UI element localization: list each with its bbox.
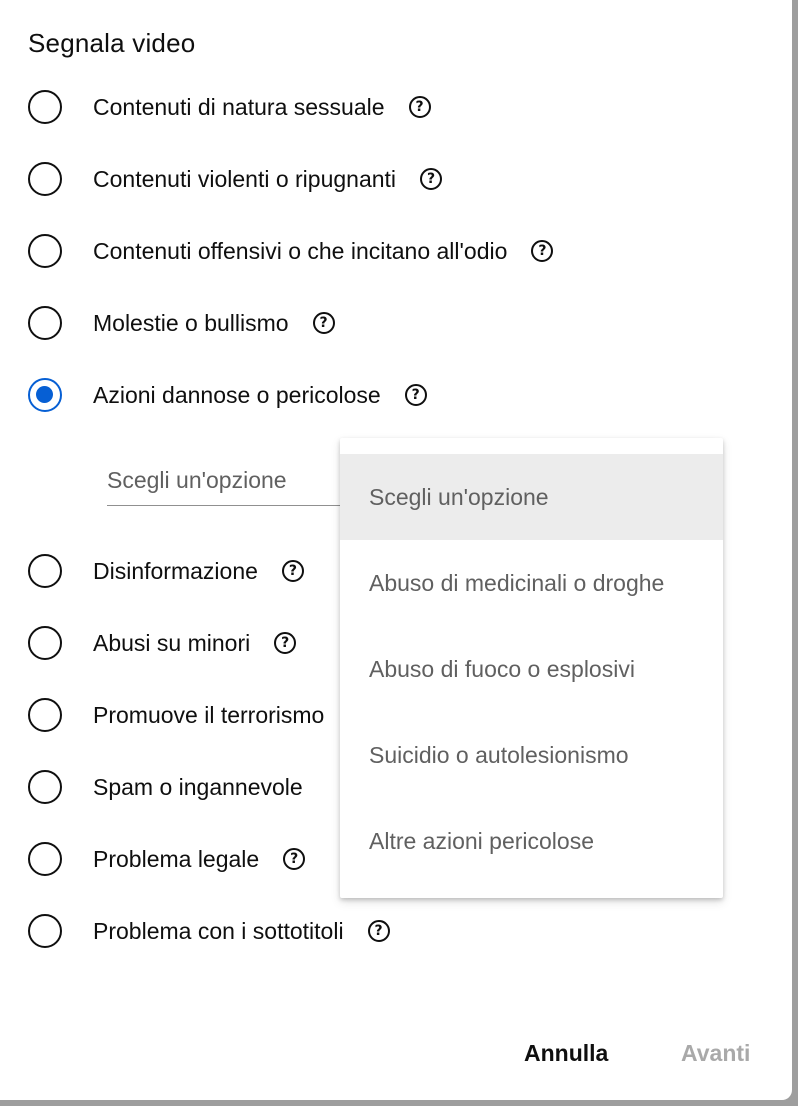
dropdown-item-choose[interactable]: Scegli un'opzione (340, 454, 723, 540)
option-label: Contenuti di natura sessuale (93, 93, 385, 120)
radio-button[interactable] (28, 626, 62, 660)
option-label: Molestie o bullismo (93, 309, 289, 336)
option-label: Disinformazione (93, 557, 258, 584)
help-icon[interactable]: ? (313, 312, 335, 334)
dialog-title: Segnala video (28, 28, 196, 58)
option-label: Spam o ingannevole (93, 773, 303, 800)
dropdown-item-drug-abuse[interactable]: Abuso di medicinali o droghe (369, 569, 665, 596)
help-icon[interactable]: ? (283, 848, 305, 870)
option-label: Contenuti offensivi o che incitano all'odio (93, 237, 508, 264)
option-child-abuse[interactable] (28, 623, 296, 663)
option-label: Promuove il terrorismo (93, 701, 325, 728)
help-icon[interactable]: ? (420, 168, 442, 190)
option-label: Contenuti violenti o ripugnanti (93, 165, 397, 192)
help-icon[interactable]: ? (368, 920, 390, 942)
radio-button[interactable] (28, 90, 62, 124)
option-hateful-content[interactable] (28, 231, 553, 271)
option-spam[interactable] (28, 767, 303, 807)
help-icon[interactable]: ? (405, 384, 427, 406)
help-icon[interactable]: ? (274, 632, 296, 654)
option-harmful-acts[interactable] (28, 375, 427, 415)
radio-button[interactable] (28, 234, 62, 268)
select-placeholder: Scegli un'opzione (107, 467, 287, 493)
option-sexual-content[interactable] (28, 87, 431, 127)
option-label: Azioni dannose o pericolose (93, 381, 381, 408)
help-icon[interactable]: ? (531, 240, 553, 262)
radio-button[interactable] (28, 770, 62, 804)
dropdown-item-fire-explosives[interactable]: Abuso di fuoco o esplosivi (369, 655, 635, 682)
help-icon[interactable]: ? (409, 96, 431, 118)
harmful-acts-dropdown-menu (340, 438, 723, 898)
radio-button[interactable] (28, 914, 62, 948)
radio-button[interactable] (28, 554, 62, 588)
option-violent-content[interactable] (28, 159, 442, 199)
option-captions-issue[interactable] (28, 911, 390, 951)
radio-button[interactable] (28, 842, 62, 876)
next-button[interactable]: Avanti (681, 1040, 751, 1066)
option-label: Problema con i sottotitoli (93, 917, 344, 944)
help-icon[interactable]: ? (282, 560, 304, 582)
option-misinformation[interactable] (28, 551, 304, 591)
option-legal-issue[interactable] (28, 839, 305, 879)
option-harassment[interactable] (28, 303, 335, 343)
dropdown-item-other-dangerous[interactable]: Altre azioni pericolose (369, 827, 595, 854)
radio-button[interactable] (28, 162, 62, 196)
dropdown-item-suicide-self-harm[interactable]: Suicidio o autolesionismo (369, 741, 629, 768)
option-label: Abusi su minori (93, 629, 251, 656)
option-label: Problema legale (93, 845, 260, 872)
radio-button-checked[interactable] (28, 378, 62, 412)
radio-button[interactable] (28, 698, 62, 732)
option-terrorism[interactable] (28, 695, 324, 735)
radio-button[interactable] (28, 306, 62, 340)
cancel-button[interactable]: Annulla (524, 1040, 609, 1066)
harmful-acts-select[interactable] (107, 458, 352, 506)
